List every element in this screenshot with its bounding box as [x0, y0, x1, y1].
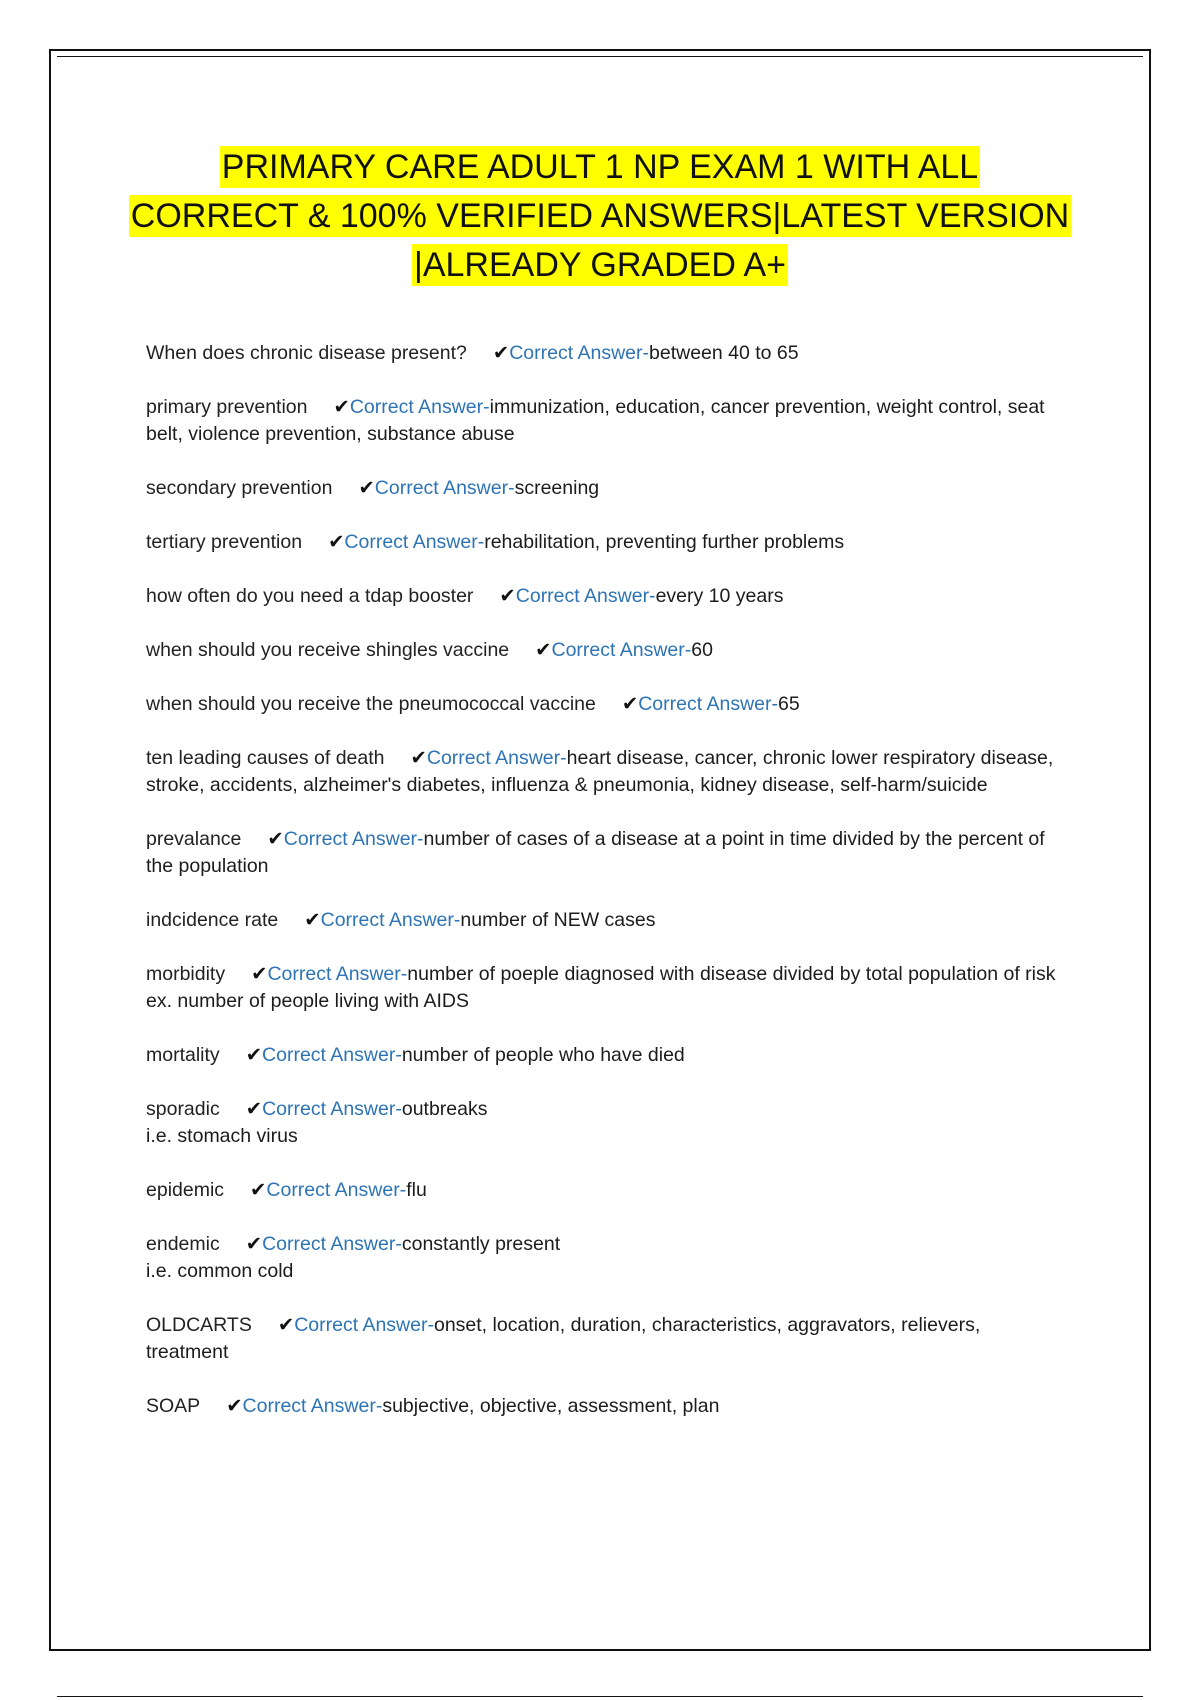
qa-item — [146, 1393, 1066, 1420]
correct-answer-label: Correct Answer- — [344, 531, 485, 553]
correct-answer-label: Correct Answer- — [262, 1044, 402, 1066]
question-text: mortality — [146, 1044, 220, 1066]
checkmark-icon: ✔ — [535, 639, 552, 661]
qa-item — [146, 745, 1066, 799]
title-line-3: |ALREADY GRADED A+ — [414, 246, 786, 284]
answer-text: every 10 years — [655, 585, 784, 607]
qa-item — [146, 961, 1066, 1015]
answer-text: number of poeple diagnosed with disease divided by total population of risk — [407, 963, 1056, 985]
qa-item — [146, 583, 1066, 610]
qa-item — [146, 340, 1066, 367]
checkmark-icon: ✔ — [333, 396, 350, 418]
title-line-1: PRIMARY CARE ADULT 1 NP EXAM 1 WITH ALL — [221, 148, 979, 186]
checkmark-icon: ✔ — [304, 909, 321, 931]
checkmark-icon: ✔ — [245, 1233, 263, 1255]
answer-text: between 40 to 65 — [649, 342, 799, 364]
correct-answer-label: Correct Answer- — [426, 747, 567, 769]
checkmark-icon: ✔ — [328, 531, 345, 553]
correct-answer-label: Correct Answer- — [349, 396, 490, 418]
top-rule — [57, 56, 1143, 57]
qa-item — [146, 826, 1066, 880]
question-text: how often do you need a tdap booster — [146, 585, 474, 607]
qa-list — [146, 340, 1066, 1447]
answer-text: number of cases of a disease at a point in time divided by the percent of the population — [146, 828, 1045, 877]
checkmark-icon: ✔ — [499, 585, 516, 607]
question-text: SOAP — [146, 1395, 201, 1417]
checkmark-icon: ✔ — [277, 1314, 295, 1336]
correct-answer-label: Correct Answer- — [294, 1314, 434, 1336]
correct-answer-label: Correct Answer- — [638, 693, 778, 715]
question-text: primary prevention — [146, 396, 308, 418]
bottom-rule — [57, 1696, 1143, 1697]
correct-answer-label: Correct Answer- — [509, 342, 649, 364]
checkmark-icon: ✔ — [267, 828, 284, 850]
answer-text: 65 — [778, 693, 800, 715]
answer-example: i.e. stomach virus — [146, 1125, 298, 1147]
checkmark-icon: ✔ — [358, 477, 375, 499]
answer-text: 60 — [691, 639, 713, 661]
checkmark-icon: ✔ — [621, 693, 639, 715]
correct-answer-label: Correct Answer- — [283, 828, 424, 850]
question-text: epidemic — [146, 1179, 225, 1201]
answer-text: number of NEW cases — [460, 909, 656, 931]
qa-item — [146, 1042, 1066, 1069]
correct-answer-label: Correct Answer- — [320, 909, 461, 931]
question-text: morbidity — [146, 963, 226, 985]
document-title — [120, 143, 1080, 290]
question-text: tertiary prevention — [146, 531, 303, 553]
answer-text: subjective, objective, assessment, plan — [382, 1395, 720, 1417]
correct-answer-label: Correct Answer- — [515, 585, 656, 607]
question-text: sporadic — [146, 1098, 220, 1120]
question-text: OLDCARTS — [146, 1314, 252, 1336]
correct-answer-label: Correct Answer- — [262, 1098, 402, 1120]
answer-example: ex. number of people living with AIDS — [146, 990, 470, 1012]
correct-answer-label: Correct Answer- — [374, 477, 515, 499]
correct-answer-label: Correct Answer- — [551, 639, 692, 661]
checkmark-icon: ✔ — [245, 1098, 263, 1120]
answer-text: outbreaks — [401, 1098, 488, 1120]
qa-item — [146, 394, 1066, 448]
answer-text: flu — [406, 1179, 427, 1201]
qa-item — [146, 1096, 1066, 1150]
question-text: when should you receive shingles vaccine — [146, 639, 510, 661]
qa-item — [146, 691, 1066, 718]
correct-answer-label: Correct Answer- — [266, 1179, 407, 1201]
checkmark-icon: ✔ — [410, 747, 427, 769]
checkmark-icon: ✔ — [251, 963, 268, 985]
checkmark-icon: ✔ — [492, 342, 510, 364]
checkmark-icon: ✔ — [245, 1044, 263, 1066]
title-line-2: CORRECT & 100% VERIFIED ANSWERS|LATEST VERSION — [130, 197, 1070, 235]
question-text: indcidence rate — [146, 909, 279, 931]
qa-item — [146, 1231, 1066, 1285]
answer-example: i.e. common cold — [146, 1260, 294, 1282]
checkmark-icon: ✔ — [226, 1395, 243, 1417]
answer-text: constantly present — [401, 1233, 561, 1255]
correct-answer-label: Correct Answer- — [242, 1395, 383, 1417]
answer-text: screening — [514, 477, 600, 499]
correct-answer-label: Correct Answer- — [262, 1233, 402, 1255]
correct-answer-label: Correct Answer- — [267, 963, 408, 985]
qa-item — [146, 907, 1066, 934]
qa-item — [146, 529, 1066, 556]
checkmark-icon: ✔ — [250, 1179, 267, 1201]
qa-item — [146, 1177, 1066, 1204]
qa-item — [146, 1312, 1066, 1366]
answer-text: number of people who have died — [401, 1044, 685, 1066]
question-text: When does chronic disease present? — [146, 342, 467, 364]
question-text: when should you receive the pneumococcal vaccine — [146, 693, 596, 715]
qa-item — [146, 475, 1066, 502]
question-text: prevalance — [146, 828, 242, 850]
answer-text: onset, location, duration, characteristics, aggravators, relievers, treatment — [146, 1314, 981, 1363]
answer-text: heart disease, cancer, chronic lower respiratory disease, stroke, accidents, alzheimer's diabetes, influenza & pneumonia, kidney disease, self-harm/suicide — [146, 747, 1054, 796]
question-text: ten leading causes of death — [146, 747, 385, 769]
answer-text: rehabilitation, preventing further problems — [484, 531, 845, 553]
question-text: endemic — [146, 1233, 220, 1255]
answer-text: immunization, education, cancer prevention, weight control, seat belt, violence prevention, substance abuse — [146, 396, 1045, 445]
question-text: secondary prevention — [146, 477, 333, 499]
qa-item — [146, 637, 1066, 664]
